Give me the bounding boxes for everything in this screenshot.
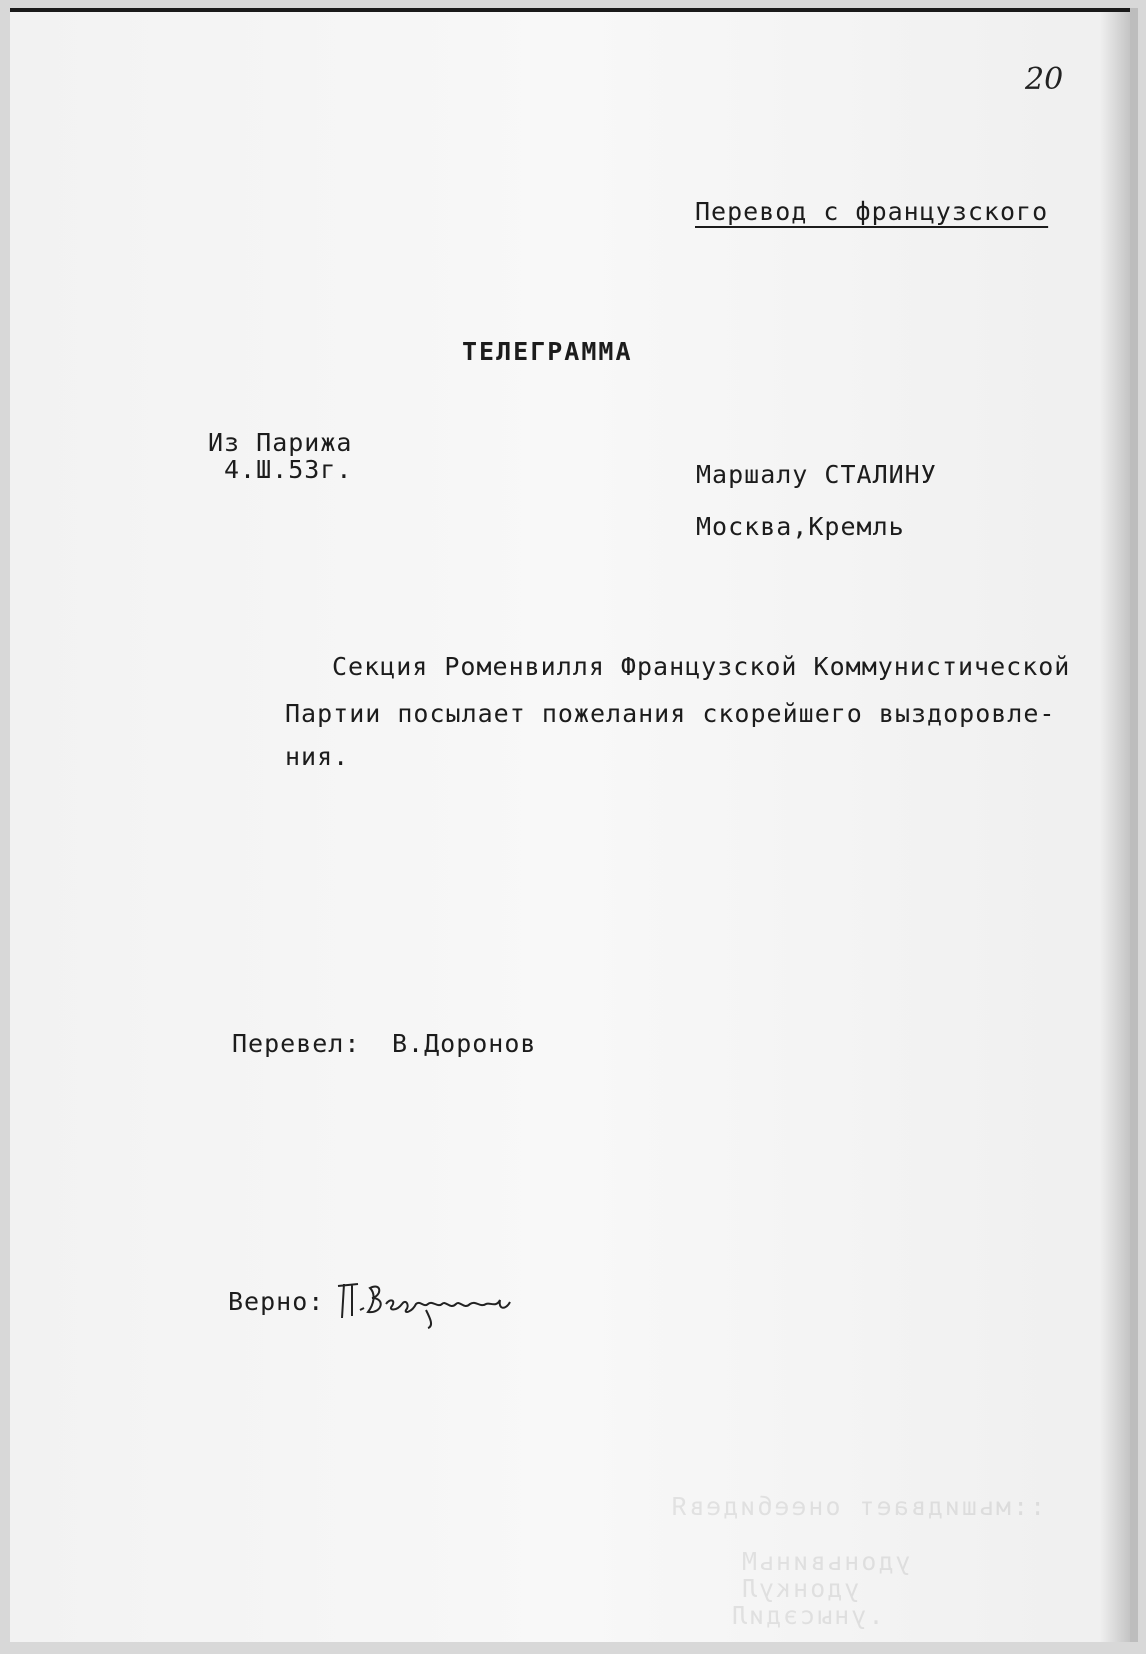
body-line-2: Партии посылает пожелания скорейшего выздоровле- bbox=[285, 699, 1056, 728]
bleed-through-text: .унысэдиЛ bbox=[730, 1601, 884, 1630]
bleed-through-text: удонкуЛ bbox=[740, 1574, 860, 1603]
addressee-place: Москва,Кремль bbox=[696, 512, 905, 541]
bleed-through-text: удоньвиньМ bbox=[740, 1547, 911, 1576]
signature bbox=[330, 1274, 530, 1334]
origin-date: 4.Ш.53г. bbox=[224, 455, 353, 484]
body-line-1: Секция Роменвилля Французской Коммунистической bbox=[332, 652, 1071, 681]
body-line-3: ния. bbox=[285, 742, 350, 771]
page-edge-shadow bbox=[1100, 12, 1130, 1642]
origin-place: Из Парижа bbox=[208, 428, 353, 457]
addressee-name: Маршалу СТАЛИНУ bbox=[696, 460, 937, 489]
translator-name: В.Доронов bbox=[392, 1029, 537, 1058]
document-header: Перевод с французского bbox=[695, 197, 1049, 226]
translator-label: Перевел: bbox=[232, 1029, 361, 1058]
bleed-through-text: ::мьшидвает онеебидевЯ bbox=[670, 1492, 1046, 1521]
verified-label: Верно: bbox=[228, 1287, 325, 1316]
page-number: 20 bbox=[1025, 62, 1064, 97]
document-page bbox=[10, 8, 1130, 1642]
document-title: ТЕЛЕГРАММА bbox=[462, 337, 633, 366]
